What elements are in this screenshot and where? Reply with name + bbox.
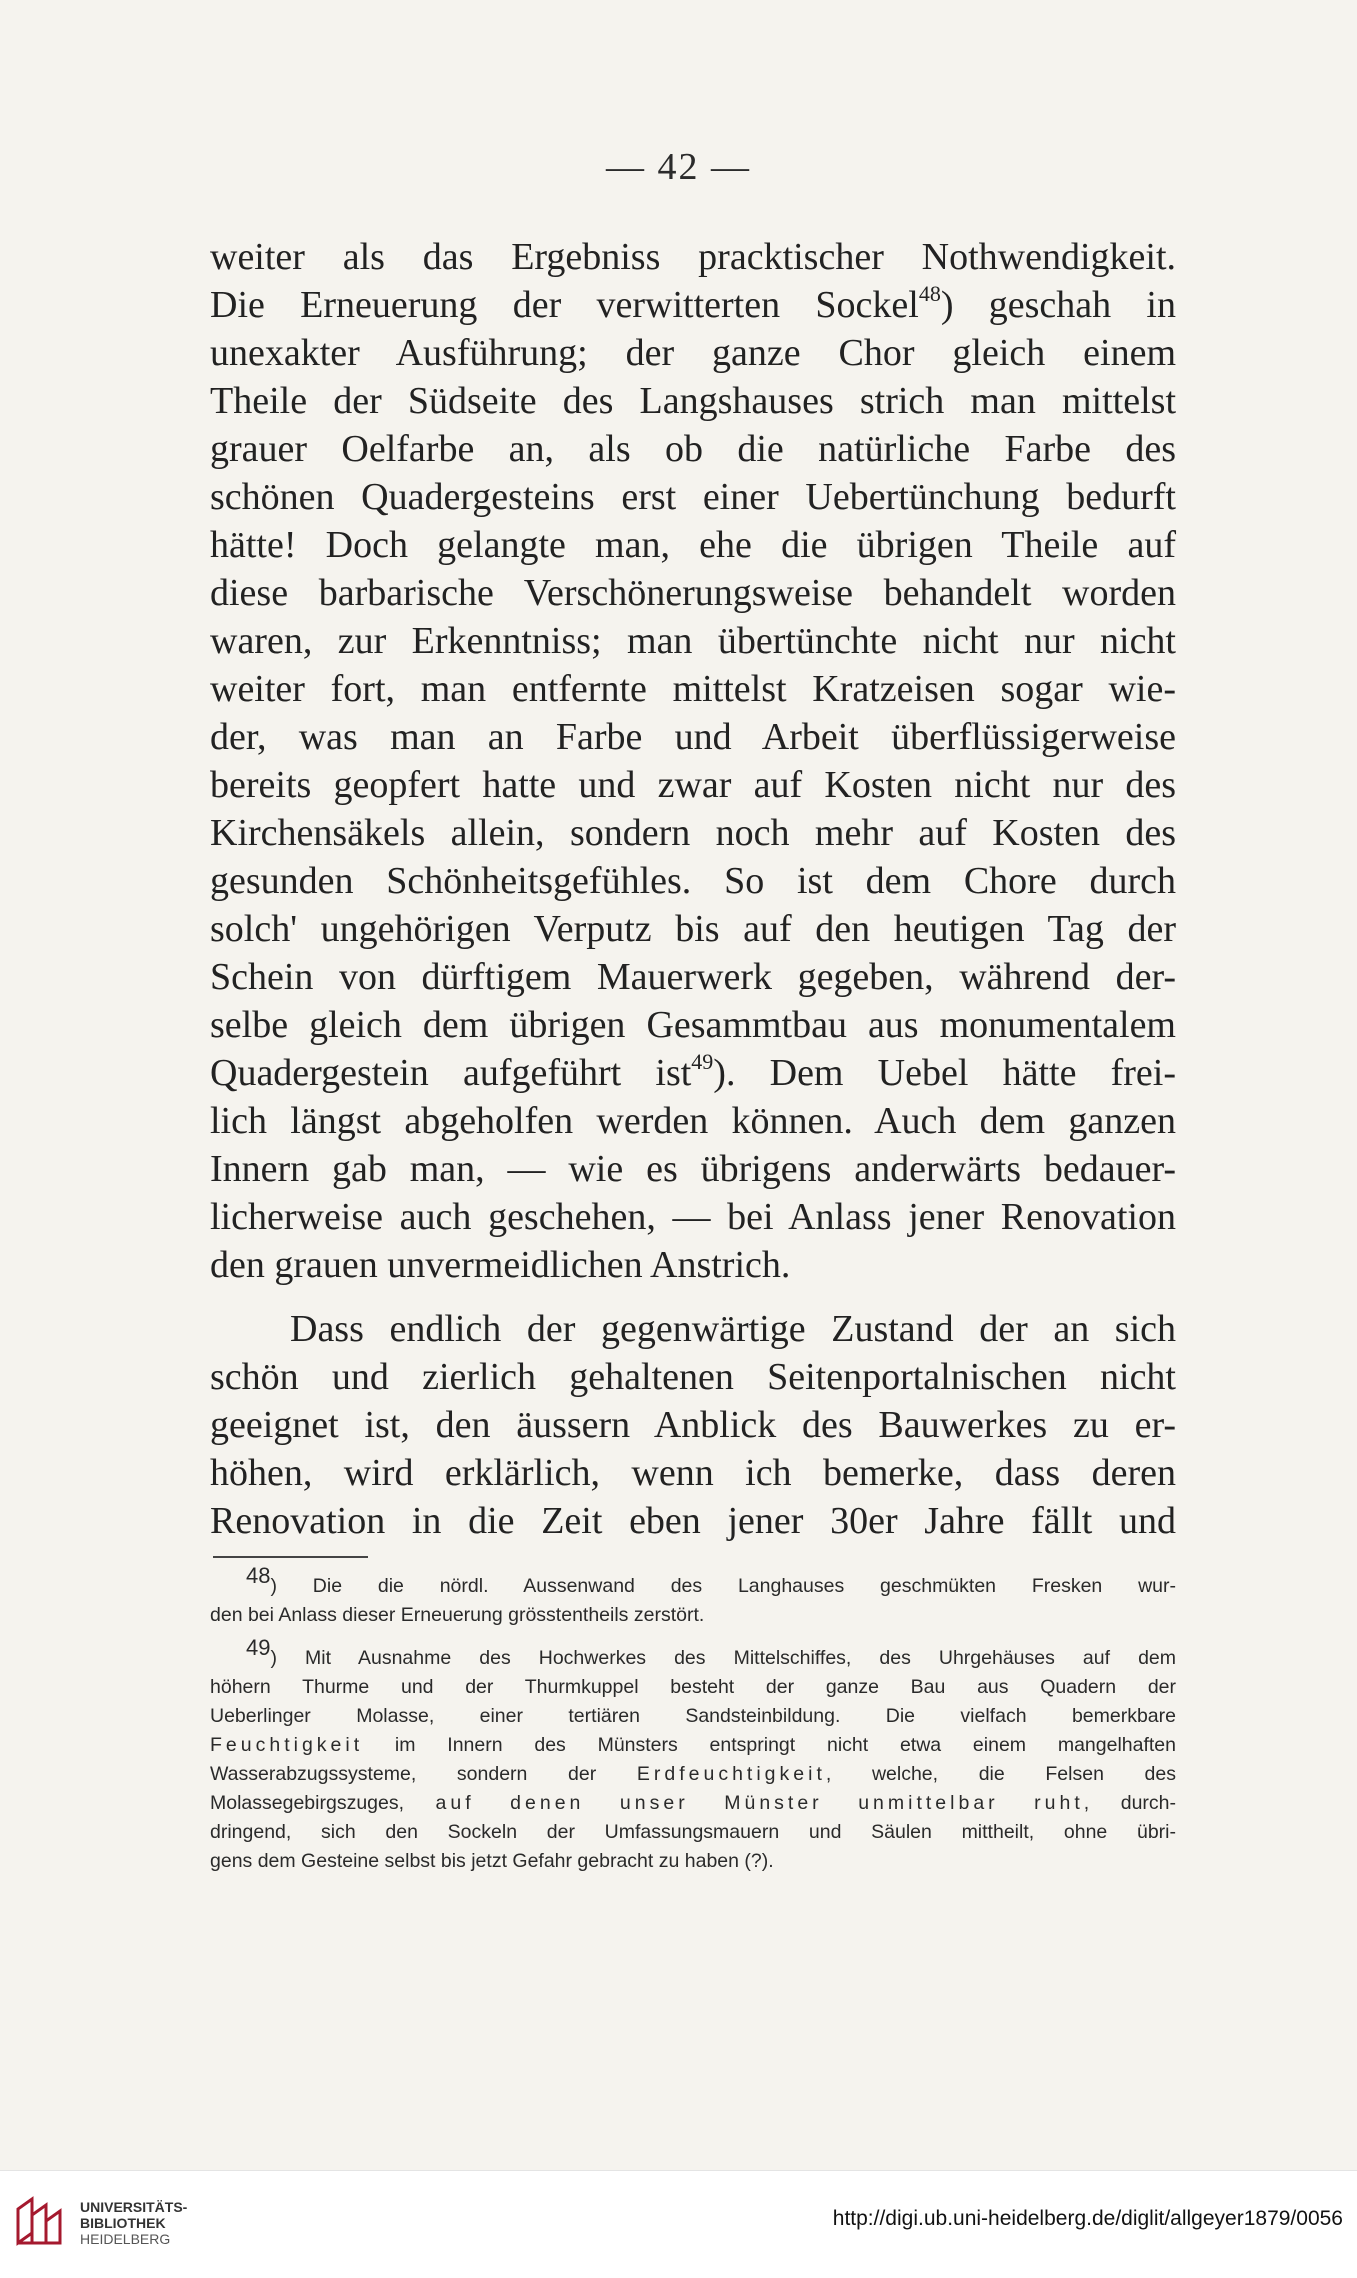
footnote-fragment: , durch- xyxy=(1083,1792,1177,1814)
text-line: Kirchensäkels allein, sondern noch mehr auf Kosten des xyxy=(210,812,1176,854)
text-line: diese barbarische Verschönerungsweise behandelt worden xyxy=(210,572,1176,614)
page-number: — 42 — xyxy=(606,146,751,188)
text-line: bereits geopfert hatte und zwar auf Kosten nicht nur des xyxy=(210,764,1176,806)
text-line: weiter fort, man entfernte mittelst Kratzeisen sogar wie- xyxy=(210,668,1176,710)
library-name-line: UNIVERSITÄTS- xyxy=(80,2199,188,2215)
library-name-line: HEIDELBERG xyxy=(80,2231,171,2247)
footnote-49-line: gens dem Gesteine selbst bis jetzt Gefahr gebracht zu haben (?). xyxy=(210,1850,774,1872)
text-fragment: ) geschah in xyxy=(940,284,1176,326)
library-name[interactable] xyxy=(80,2199,187,2247)
library-footer xyxy=(0,2170,1357,2278)
text-line: geeignet ist, den äussern Anblick des Bauwerkes zu er- xyxy=(210,1404,1176,1446)
footnote-ref-48[interactable]: 48 xyxy=(918,281,941,307)
text-line: der, was man an Farbe und Arbeit überflüssigerweise xyxy=(210,716,1176,758)
text-line: waren, zur Erkenntniss; man übertünchte nicht nur nicht xyxy=(210,620,1176,662)
ub-heidelberg-logo-icon[interactable] xyxy=(12,2193,68,2249)
text-fragment: Die Erneuerung der verwitterten Sockel xyxy=(210,284,919,326)
spaced-emphasis: Erdfeuchtigkeit xyxy=(636,1763,826,1785)
footnote-49-line: höhern Thurme und der Thurmkuppel besteht der ganze Bau aus Quadern der xyxy=(210,1676,1176,1698)
footnotes xyxy=(210,1562,1177,1876)
text-line: Renovation in die Zeit eben jener 30er Jahre fällt und xyxy=(210,1500,1176,1542)
text-line: licherweise auch geschehen, — bei Anlass jener Renovation xyxy=(210,1196,1176,1238)
text-line: grauer Oelfarbe an, als ob die natürliche Farbe des xyxy=(210,428,1176,470)
paragraph-start-line: Dass endlich der gegenwärtige Zustand der an sich xyxy=(290,1308,1176,1350)
footnote-49-line xyxy=(210,1789,1176,1818)
footnote-fragment: ) Die die nördl. Aussenwand des Langhauses geschmükten Fresken wur- xyxy=(270,1575,1176,1597)
footnote-49-line xyxy=(210,1760,1176,1789)
text-line: lich längst abgeholfen werden können. Auch dem ganzen xyxy=(210,1100,1176,1142)
footnote-49-line xyxy=(210,1731,1176,1760)
spaced-emphasis: Feuchtigkeit xyxy=(210,1734,364,1756)
text-line xyxy=(210,281,1176,329)
footnote-48-line xyxy=(210,1562,1176,1601)
text-line: hätte! Doch gelangte man, ehe die übrigen Theile auf xyxy=(210,524,1176,566)
footnote-fragment: Wasserabzugssysteme, sondern der xyxy=(210,1763,637,1785)
text-line: den grauen unvermeidlichen Anstrich. xyxy=(210,1244,791,1286)
footnote-49-line: Ueberlinger Molasse, einer tertiären Sandsteinbildung. Die vielfach bemerkbare xyxy=(210,1705,1176,1727)
text-line: selbe gleich dem übrigen Gesammtbau aus monumentalem xyxy=(210,1004,1176,1046)
text-line: gesunden Schönheitsgefühles. So ist dem Chore durch xyxy=(210,860,1176,902)
footnote-49-line: dringend, sich den Sockeln der Umfassungsmauern und Säulen mittheilt, ohne übri- xyxy=(210,1821,1176,1843)
footnote-marker-49: 49 xyxy=(246,1634,271,1660)
footnote-marker-48: 48 xyxy=(246,1562,271,1588)
text-line: Schein von dürftigem Mauerwerk gegeben, während der- xyxy=(210,956,1176,998)
footnote-48-line: den bei Anlass dieser Erneuerung grösstentheils zerstört. xyxy=(210,1604,705,1626)
text-fragment: ). Dem Uebel hätte frei- xyxy=(713,1052,1176,1094)
text-fragment: Quadergestein aufgeführt ist xyxy=(210,1052,692,1094)
footnote-divider xyxy=(213,1556,368,1558)
spaced-emphasis: auf denen unser Münster unmittelbar ruht xyxy=(435,1792,1084,1814)
footnote-49-line xyxy=(210,1634,1176,1673)
text-line: weiter als das Ergebniss pracktischer Nothwendigkeit. xyxy=(210,236,1176,278)
footnote-fragment: im Innern des Münsters entspringt nicht etwa einem mangelhaften xyxy=(363,1734,1176,1756)
footnote-fragment: ) Mit Ausnahme des Hochwerkes des Mittelschiffes, des Uhrgehäuses auf dem xyxy=(270,1647,1176,1669)
footnote-fragment: Molassegebirgszuges, xyxy=(210,1792,436,1814)
main-text xyxy=(210,233,1176,1545)
source-url-link[interactable]: http://digi.ub.uni-heidelberg.de/diglit/allgeyer1879/0056 xyxy=(832,2207,1343,2230)
text-line: Innern gab man, — wie es übrigens anderwärts bedauer- xyxy=(210,1148,1176,1190)
text-line: schönen Quadergesteins erst einer Uebertünchung bedurft xyxy=(210,476,1176,518)
footnote-ref-49[interactable]: 49 xyxy=(691,1049,714,1075)
text-line: solch' ungehörigen Verputz bis auf den heutigen Tag der xyxy=(210,908,1176,950)
library-name-line: BIBLIOTHEK xyxy=(80,2215,166,2231)
footnote-fragment: , welche, die Felsen des xyxy=(825,1763,1177,1785)
text-line: schön und zierlich gehaltenen Seitenportalnischen nicht xyxy=(210,1356,1176,1398)
text-line xyxy=(210,1049,1176,1097)
text-line: unexakter Ausführung; der ganze Chor gleich einem xyxy=(210,332,1176,374)
text-line: Theile der Südseite des Langshauses strich man mittelst xyxy=(210,380,1176,422)
text-line: höhen, wird erklärlich, wenn ich bemerke, dass deren xyxy=(210,1452,1176,1494)
